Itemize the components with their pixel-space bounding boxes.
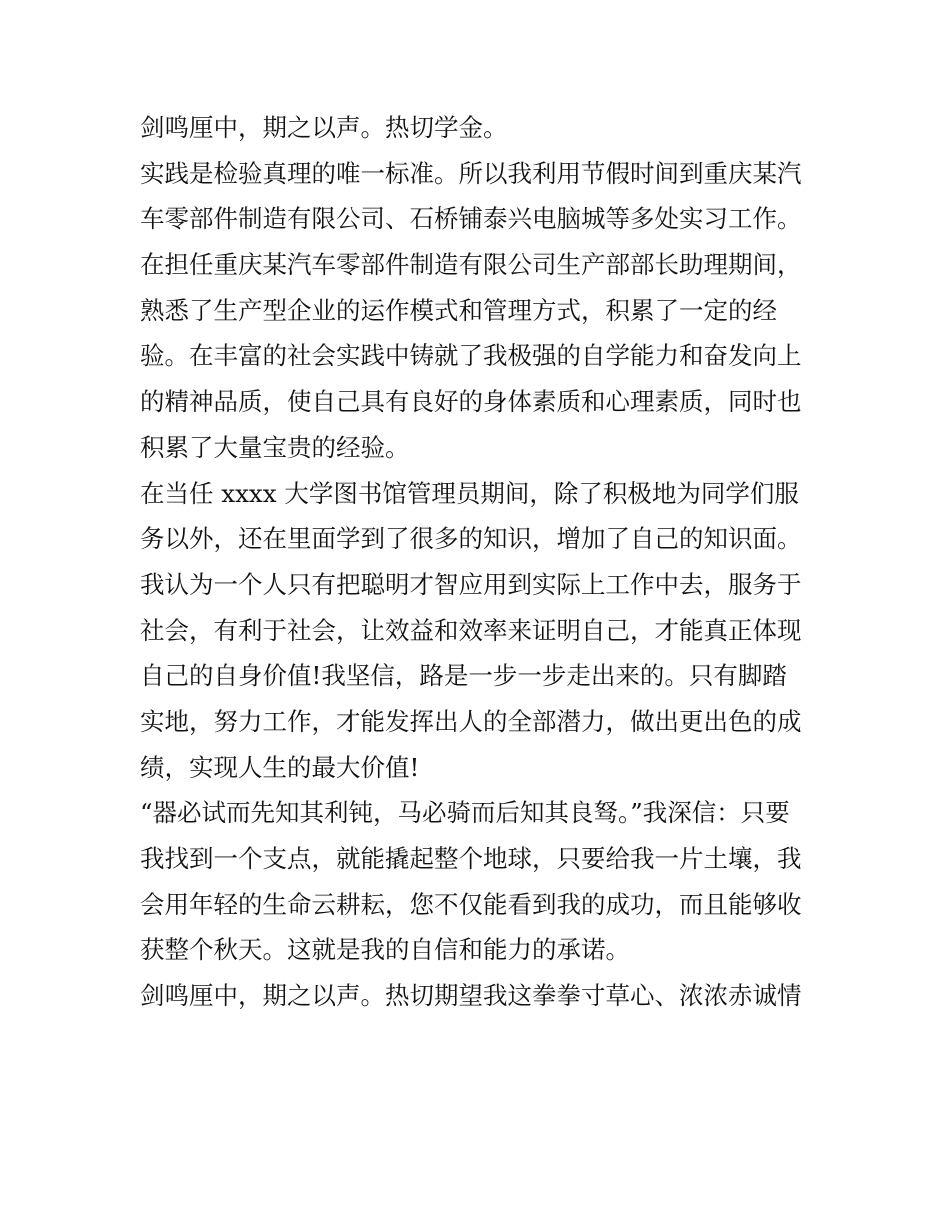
- text-line: 会用年轻的生命云耕耘，您不仅能看到我的成功，而且能够收: [140, 889, 802, 919]
- text-line: 车零部件制造有限公司、石桥铺泰兴电脑城等多处实习工作。: [140, 204, 802, 234]
- text-line: 我找到一个支点，就能撬起整个地球，只要给我一片土壤，我: [140, 844, 802, 873]
- text-line: 绩，实现人生的最大价值!: [140, 752, 420, 782]
- document-body: [140, 108, 820, 1022]
- text-line: 务以外，还在里面学到了很多的知识，增加了自己的知识面。: [140, 524, 802, 554]
- text-line: 在当任 xxxx 大学图书馆管理员期间，除了积极地为同学们服: [140, 478, 799, 508]
- text-line: 剑鸣厘中，期之以声。热切期望我这拳拳寸草心、浓浓赤诚情: [140, 981, 802, 1011]
- text-line: 实地，努力工作，才能发挥出人的全部潜力，做出更出色的成: [140, 706, 802, 736]
- text-line: 剑鸣厘中，期之以声。热切学金。: [140, 113, 508, 142]
- text-line: 熟悉了生产型企业的运作模式和管理方式，积累了一定的经: [140, 295, 777, 325]
- text-line: 自己的自身价值!我坚信，路是一步一步走出来的。只有脚踏: [140, 661, 787, 691]
- text-line: 实践是检验真理的唯一标准。所以我利用节假时间到重庆某汽: [140, 158, 802, 188]
- text-line: 的精神品质，使自己具有良好的身体素质和心理素质，同时也: [140, 387, 802, 417]
- text-line: “器必试而先知其利钝，马必骑而后知其良驽。”我深信：只要: [140, 798, 790, 828]
- text-line: 在担任重庆某汽车零部件制造有限公司生产部部长助理期间，: [140, 250, 802, 280]
- text-line: 我认为一个人只有把聪明才智应用到实际上工作中去，服务于: [140, 569, 802, 599]
- text-line: 验。在丰富的社会实践中铸就了我极强的自学能力和奋发向上: [140, 341, 802, 371]
- text-line: 获整个秋天。这就是我的自信和能力的承诺。: [140, 935, 630, 965]
- text-line: 社会，有利于社会，让效益和效率来证明自己，才能真正体现: [140, 615, 802, 645]
- text-line: 积累了大量宝贵的经验。: [140, 432, 410, 462]
